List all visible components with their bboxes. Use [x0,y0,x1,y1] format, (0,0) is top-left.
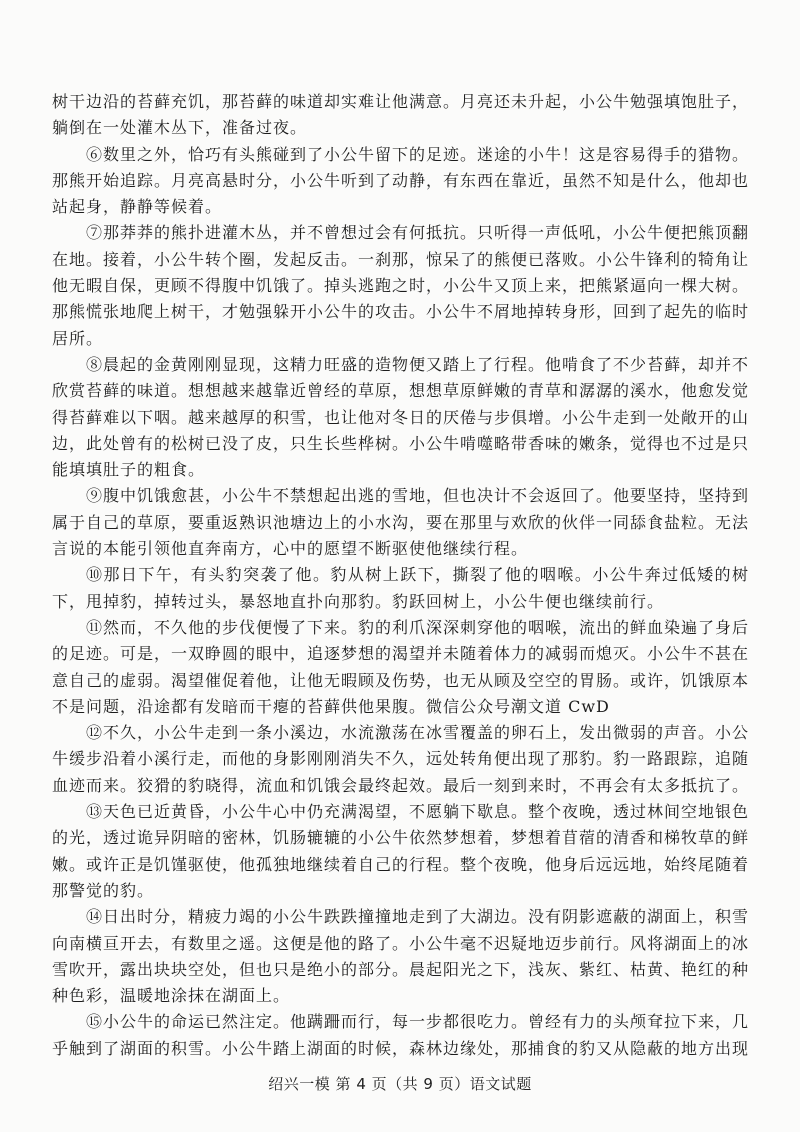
paragraph-12: ⑫不久，小公牛走到一条小溪边，水流激荡在冰雪覆盖的卵石上，发出微弱的声音。小公牛缓步沿着小溪行走，而他的身影刚刚消失不久，远处转角便出现了那豹。豹一路跟踪，追随血迹而来。狡猾的豹晓得，流血和饥饿会最终起效。最后一刻到来时，不再会有太多抵抗了。 [52,723,749,795]
paragraph-6: ⑥数里之外，恰巧有头熊碰到了小公牛留下的足迹。迷途的小牛！这是容易得手的猎物。那熊开始追踪。月亮高悬时分，小公牛听到了动静，有东西在靠近，虽然不知是什么，他却也站起身，静静等候着。 [52,144,749,217]
page-footer: 绍兴一模 第 4 页（共 9 页）语文试题 [268,1075,532,1093]
paragraph-7: ⑦那莽莽的熊扑进灌木丛，并不曾想过会有何抵抗。只听得一声低吼，小公牛便把熊顶翻在地。接着，小公牛转个圈，发起反击。一刹那，惊呆了的熊便已落败。小公牛锋利的犄角让他无暇自保，更顾不得腹中饥饿了。掉头逃跑之时，小公牛又顶上来，把熊紧逼向一棵大树。那熊慌张地爬上树干，才勉强躲开小公牛的攻击。小公牛不屑地掉转身形，回到了起先的临时居所。 [52,223,749,348]
paragraph-11: ⑪然而，不久他的步伐便慢了下来。豹的利爪深深刺穿他的咽喉，流出的鲜血染遍了身后的足迹。可是，一双睁圆的眼中，追逐梦想的渴望并未随着体力的减弱而熄灭。小公牛不甚在意自己的虚弱。渴望催促着他，让他无暇顾及伤势，也无从顾及空空的胃肠。或许，饥饿原本不是问题，沿途都有发暗而干瘪的苔藓供他果腹。微信公众号潮文道 CwD [52,617,749,716]
paragraph-13: ⑬天色已近黄昏，小公牛心中仍充满渴望，不愿躺下歇息。整个夜晚，透过林间空地银色的光，透过诡异阴暗的密林，饥肠辘辘的小公牛依然梦想着，梦想着苜蓿的清香和梯牧草的鲜嫩。或许正是饥馑驱使，他孤独地继续着自己的行程。整个夜晚，他身后远远地，始终尾随着那警觉的豹。 [52,802,749,900]
paragraph-continuation: 树干边沿的苔藓充饥，那苔藓的味道却实难让他满意。月亮还未升起，小公牛勉强填饱肚子，躺倒在一处灌木丛下，准备过夜。 [52,92,749,138]
reading-passage [52,89,749,1064]
paragraph-10: ⑩那日下午，有头豹突袭了他。豹从树上跃下，撕裂了他的咽喉。小公牛奔过低矮的树下，甩掉豹，掉转过头，暴怒地直扑向那豹。豹跃回树上，小公牛便也继续前行。 [52,565,749,611]
paragraph-14: ⑭日出时分，精疲力竭的小公牛跌跌撞撞地走到了大湖边。没有阴影遮蔽的湖面上，积雪向南横亘开去，有数里之遥。这便是他的路了。小公牛毫不迟疑地迈步前行。风将湖面上的冰雪吹开，露出块块空处，但也只是绝小的部分。晨起阳光之下，浅灰、紫红、枯黄、艳红的种种色彩，温暖地涂抹在湖面上。 [52,907,749,1006]
paragraph-15: ⑮小公牛的命运已然注定。他蹒跚而行，每一步都很吃力。曾经有力的头颅耷拉下来，几乎触到了湖面的积雪。小公牛踏上湖面的时候，森林边缘处，那捕食的豹又从隐蔽的地方出现 [52,1012,749,1058]
paragraph-9: ⑨腹中饥饿愈甚，小公牛不禁想起出逃的雪地，但也决计不会返回了。他要坚持，坚持到属于自己的草原，要重返熟识池塘边上的小水沟，要在那里与欢欣的伙伴一同舔食盐粒。无法言说的本能引领他直奔南方，心中的愿望不断驱使他继续行程。 [52,486,749,559]
paragraph-8: ⑧晨起的金黄刚刚显现，这精力旺盛的造物便又踏上了行程。他啃食了不少苔藓，却并不欣赏苔藓的味道。想想越来越靠近曾经的草原，想想草原鲜嫩的青草和潺潺的溪水，他愈发觉得苔藓难以下咽。越来越厚的积雪，也让他对冬日的厌倦与步俱增。小公牛走到一处敞开的山边，此处曾有的松树已没了皮，只生长些桦树。小公牛啃噬略带香味的嫩条，觉得也不过是只能填填肚子的粗食。 [52,354,749,480]
